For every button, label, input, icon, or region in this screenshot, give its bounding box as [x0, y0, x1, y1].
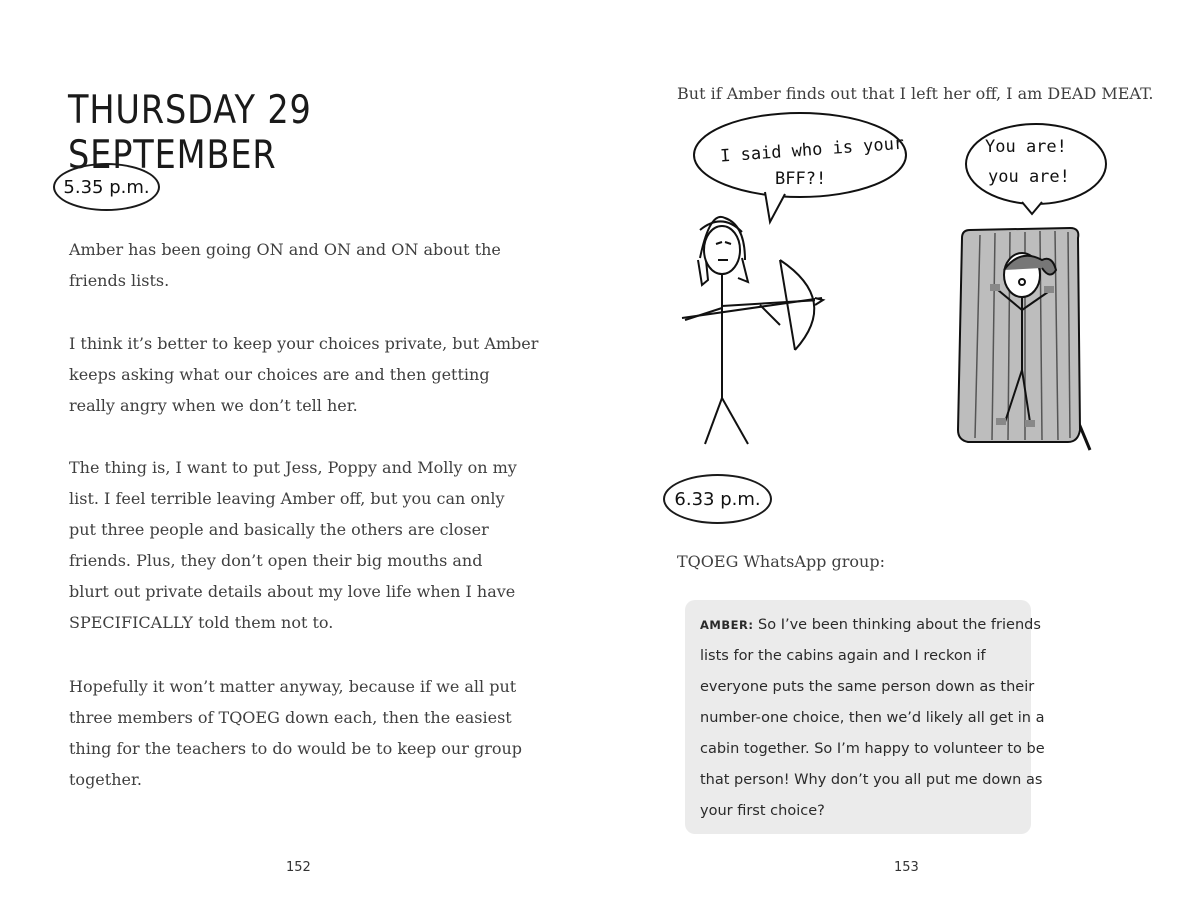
paragraph-1: [69, 234, 534, 296]
speech-right-line-1: You are!: [985, 137, 1067, 157]
paragraph-3: [69, 452, 534, 638]
speech-bubble-right: [966, 124, 1106, 204]
text-line: blurt out private details about my love life when I have: [69, 582, 516, 601]
paragraph-2: [69, 328, 539, 421]
chat-speaker: AMBER:: [700, 618, 754, 632]
chat-line: that person! Why don’t you all put me down as: [700, 772, 1043, 788]
speech-bubble-left-tail: [765, 192, 785, 222]
text-line: together.: [69, 770, 142, 789]
page-number-right: 153: [894, 860, 919, 875]
chat-line: cabin together. So I’m happy to volunteer to be: [700, 741, 1045, 757]
speech-right-line-2: you are!: [988, 167, 1070, 187]
text-line: The thing is, I want to put Jess, Poppy and Molly on my: [69, 458, 517, 477]
page-number-left: 152: [286, 860, 311, 875]
text-line: three members of TQOEG down each, then the easiest: [69, 708, 512, 727]
chapter-title: THURSDAY 29 SEPTEMBER: [68, 88, 312, 178]
speech-left-line-2: BFF?!: [775, 169, 827, 189]
text-line: I think it’s better to keep your choices private, but Amber: [69, 334, 539, 353]
speech-bubble-right-tail: [1022, 202, 1042, 214]
chat-line: everyone puts the same person down as their: [700, 679, 1035, 695]
paragraph-4: [69, 671, 534, 795]
text-line: put three people and basically the others are closer: [69, 520, 489, 539]
time-stamp-oval: [663, 474, 772, 524]
chat-message: [700, 610, 1045, 827]
chat-line: number-one choice, then we’d likely all get in a: [700, 710, 1045, 726]
text-line: friends. Plus, they don’t open their big mouths and: [69, 551, 483, 570]
text-line: keeps asking what our choices are and then getting: [69, 365, 490, 384]
text-line: really angry when we don’t tell her.: [69, 396, 358, 415]
archer-figure: [682, 217, 823, 444]
time-stamp: 5.35 p.m.: [63, 176, 150, 198]
speech-left-line-1: I said who is your: [719, 133, 905, 167]
group-label: TQOEG WhatsApp group:: [677, 552, 885, 571]
time-stamp: 6.33 p.m.: [674, 488, 761, 510]
text-line: friends lists.: [69, 271, 170, 290]
chat-line: lists for the cabins again and I reckon if: [700, 648, 986, 664]
chat-line-text: So I’ve been thinking about the friends: [753, 617, 1041, 633]
text-line: Amber has been going ON and ON and ON about the: [69, 240, 501, 259]
board-with-tied-figure: [958, 228, 1090, 450]
text-line: SPECIFICALLY told them not to.: [69, 613, 334, 632]
text-line: thing for the teachers to do would be to keep our group: [69, 739, 523, 758]
text-line: list. I feel terrible leaving Amber off, but you can only: [69, 489, 505, 508]
intro-line: But if Amber finds out that I left her off, I am DEAD MEAT.: [677, 84, 1154, 103]
time-stamp-oval: [53, 163, 160, 211]
chat-line: your first choice?: [700, 803, 825, 819]
text-line: Hopefully it won’t matter anyway, because if we all put: [69, 677, 517, 696]
stick-figure-illustration: [670, 110, 1110, 455]
chat-line: [700, 610, 1041, 641]
